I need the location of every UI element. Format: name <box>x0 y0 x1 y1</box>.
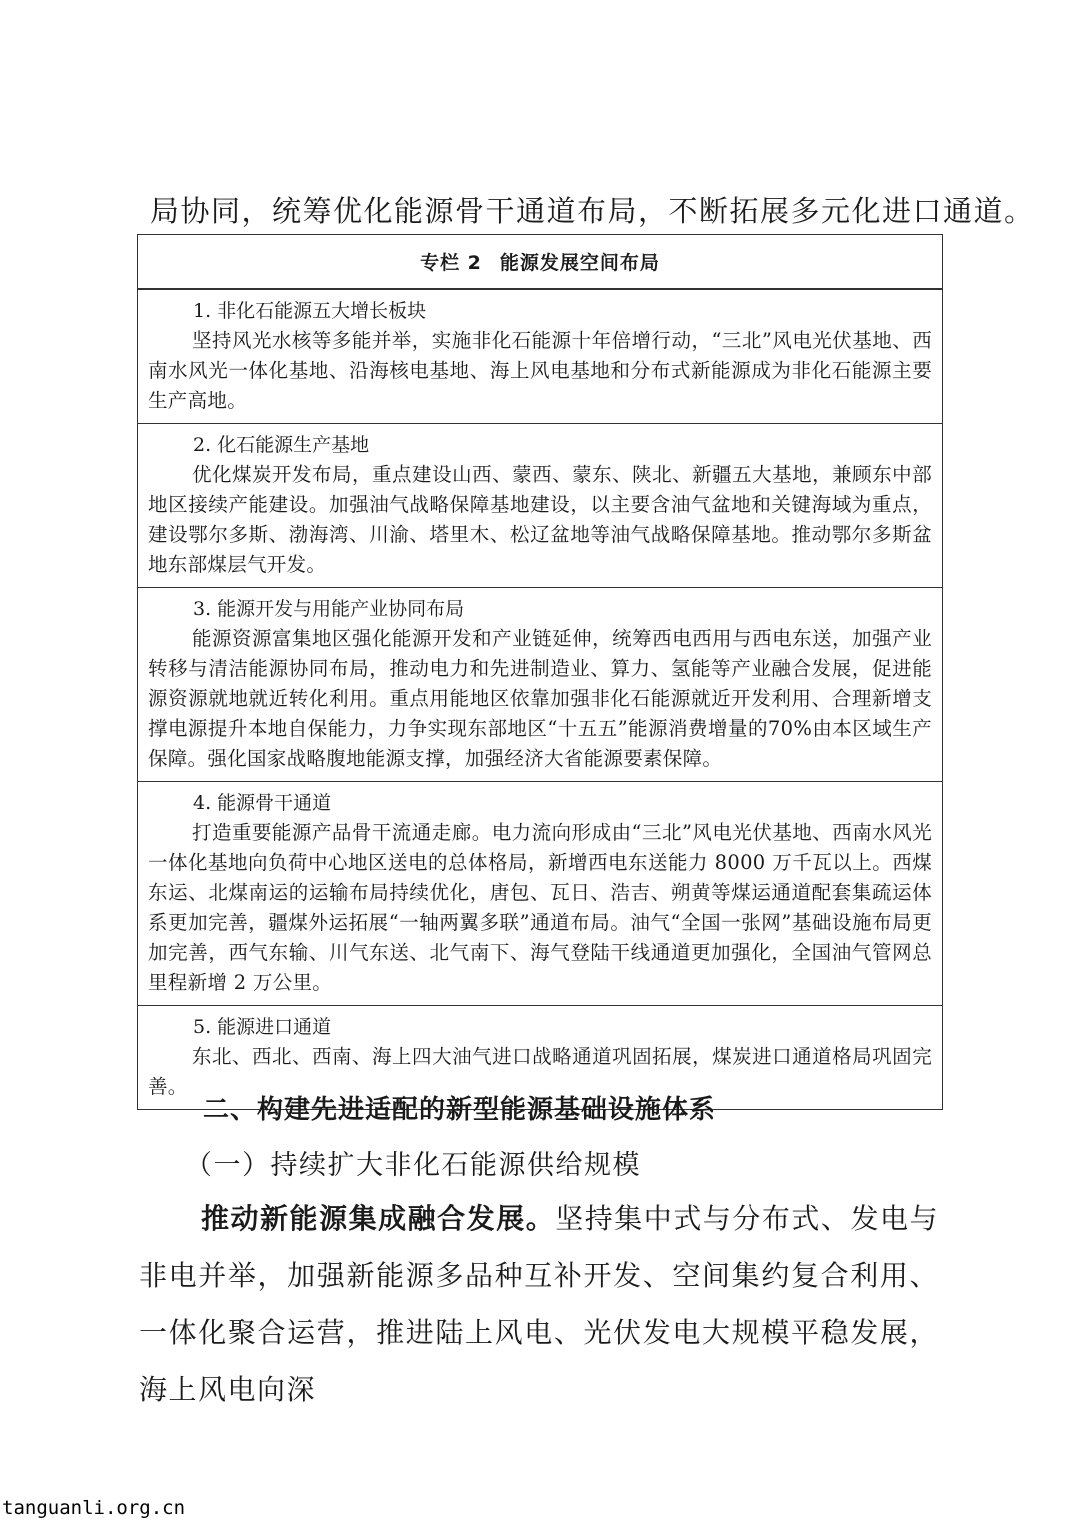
box-label: 专栏 2 <box>420 252 482 274</box>
section-heading: 5. 能源进口通道 <box>193 1016 332 1038</box>
section-heading-main: 二、构建先进适配的新型能源基础设施体系 <box>203 1095 717 1125</box>
section-heading: 2. 化石能源生产基地 <box>193 434 370 456</box>
section-body: 打造重要能源产品骨干流通走廊。电力流向形成由“三北”风电光伏基地、西南水风光一体化基地向负荷中心地区送电的总体格局，新增西电东送能力 8000 万千瓦以上。西煤东运、北煤南运的运输布局持续优化，唐包、瓦日、浩吉、朔黄等煤运通道配套集疏运体系更加完善，疆煤外运拓展“一轴两翼多联”通道布局。油气“全国一张网”基础设施布局更加完善，西气东输、川气东送、北气南下、海气登陆干线通道更加强化，全国油气管网总里程新增 2 万公里。 <box>148 821 932 994</box>
box-section-2 <box>138 423 942 587</box>
intro-line: 局协同，统筹优化能源骨干通道布局，不断拓展多元化进口通道。 <box>150 194 1035 228</box>
subsection-heading: （一）持续扩大非化石能源供给规模 <box>185 1150 641 1181</box>
body-paragraph <box>139 1190 939 1418</box>
box-section-1 <box>138 289 942 423</box>
section-heading: 3. 能源开发与用能产业协同布局 <box>193 598 465 620</box>
section-heading: 4. 能源骨干通道 <box>193 792 332 814</box>
box-title <box>138 235 942 289</box>
paragraph-text: 坚持集中式与分布式、发电与非电并举，加强新能源多品种互补开发、空间集约复合利用、一体化聚合运营，推进陆上风电、光伏发电大规模平稳发展，海上风电向深 <box>139 1202 939 1406</box>
section-body: 能源资源富集地区强化能源开发和产业链延伸，统筹西电西用与西电东送，加强产业转移与清洁能源协同布局，推动电力和先进制造业、算力、氢能等产业融合发展，促进能源资源就地就近转化利用。重点用能地区依靠加强非化石能源就近开发利用、合理新增支撑电源提升本地自保能力，力争实现东部地区“十五五”能源消费增量的70%由本区域生产保障。强化国家战略腹地能源支撑，加强经济大省能源要素保障。 <box>148 627 932 770</box>
section-body: 东北、西北、西南、海上四大油气进口战略通道巩固拓展，煤炭进口通道格局巩固完善。 <box>148 1045 932 1098</box>
paragraph-lead: 推动新能源集成融合发展。 <box>201 1202 556 1235</box>
section-body: 优化煤炭开发布局，重点建设山西、蒙西、蒙东、陕北、新疆五大基地，兼顾东中部地区接续产能建设。加强油气战略保障基地建设，以主要含油气盆地和关键海域为重点，建设鄂尔多斯、渤海湾、川渝、塔里木、松辽盆地等油气战略保障基地。推动鄂尔多斯盆地东部煤层气开发。 <box>148 463 932 576</box>
box-title-text: 能源发展空间布局 <box>499 252 660 274</box>
watermark: tanguanli.org.cn <box>2 1497 186 1519</box>
section-body: 坚持风光水核等多能并举，实施非化石能源十年倍增行动，“三北”风电光伏基地、西南水风光一体化基地、沿海核电基地、海上风电基地和分布式新能源成为非化石能源主要生产高地。 <box>148 329 932 412</box>
box-section-3 <box>138 587 942 781</box>
section-heading: 1. 非化石能源五大增长板块 <box>193 300 427 322</box>
column-box <box>137 234 943 1110</box>
box-section-4 <box>138 781 942 1005</box>
